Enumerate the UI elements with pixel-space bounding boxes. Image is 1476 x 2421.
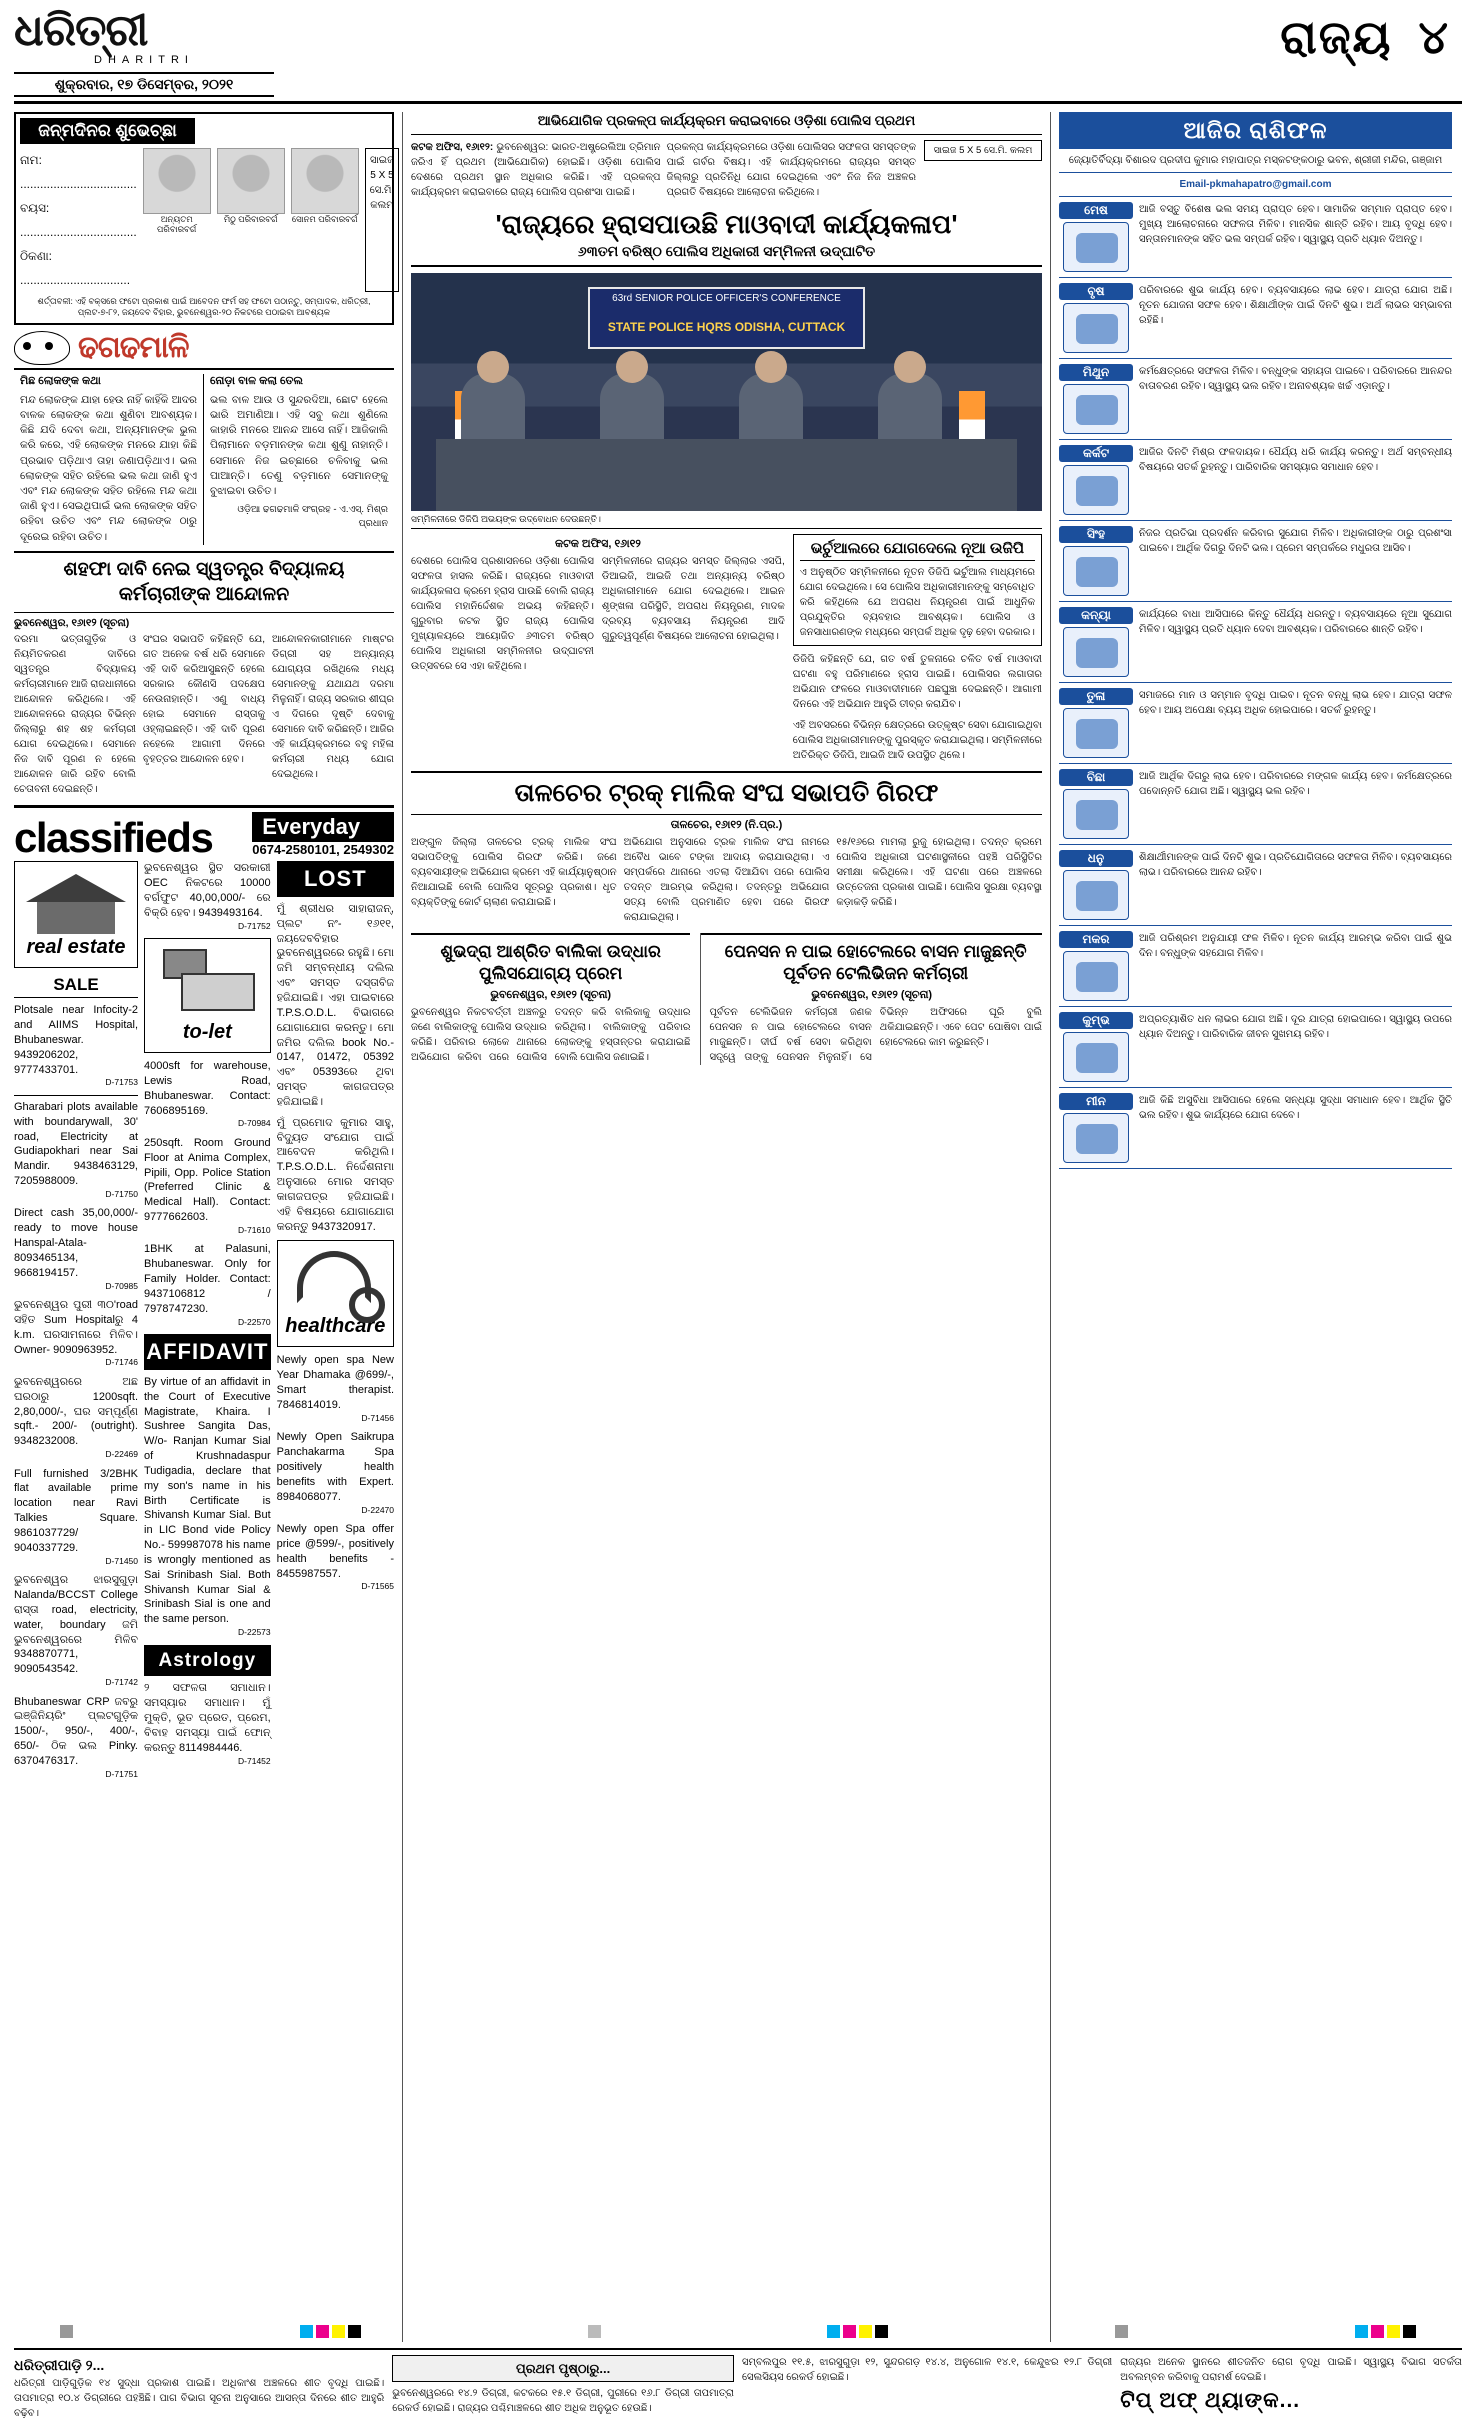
grey-swatch [588,2325,601,2338]
truck-story-body [411,835,1042,925]
gemini-icon [1063,384,1129,434]
bottom-col-1 [14,2355,384,2421]
dhagadhamali-left-title: ମିଛ ଲୋକଙ୍କ କଥା [20,374,101,387]
zodiac-text: ସମାଜରେ ମାନ ଓ ସମ୍ମାନ ବୃଦ୍ଧି ପାଇବ। ନୂତନ ବନ୍ଧୁ ଲାଭ ହେବ। ଯାତ୍ରା ସଫଳ ହେବ। ଆୟ ଅପେକ୍ଷା ବ୍ୟୟ ଅଧିକ ହୋଇପାରେ। ସତର୍କ ରୁହନ୍ତୁ। [1139,689,1452,716]
birthday-field-name: ନାମ: ................................... [20,152,137,191]
lost-heading: LOST [277,861,394,897]
cmyk-swatch-group [300,2325,361,2338]
truck-story-col-3: ୧୫/୧୬ରେ ମାମଲା ରୁଜୁ ହୋଇଥିଲା। ତଦନ୍ତ କ୍ରମେ ପୋଲିସ ଅଧିକାରୀ ଘଟଣାସ୍ଥଳୀରେ ପହଞ୍ଚି ପରିସ୍ଥିତିର ସମୀକ୍ଷା କରିଥିଲେ। ଏହି ଘଟଣା ପରେ ଅଞ୍ଚଳରେ ଉତ୍ତେଜନା ପ୍ରକାଶ ପାଇଛି। ପୋଲିସ ସୁରକ୍ଷା ବ୍ୟବସ୍ଥା କଡ଼ାକଡ଼ି କରିଛି। [836,836,1043,908]
to-let-category-box [144,938,271,1053]
page-number: ୪ [1418,11,1450,63]
sagittarius-icon [1063,870,1129,920]
classified-ad[interactable] [14,1375,138,1461]
zodiac-text: ଆଜି ପରିଶ୍ରମ ଅନୁଯାୟୀ ଫଳ ମିଳିବ। ନୂତନ କାର୍ଯ୍ୟ ଆରମ୍ଭ କରିବା ପାଇଁ ଶୁଭ ଦିନ। ବନ୍ଧୁଙ୍କ ସହଯୋଗ ମିଳିବ। [1139,932,1452,959]
photo-caption: ସୋନମ ପରିବାରବର୍ଗ [291,213,358,224]
bottom-right-text: ପୂର୍ବତନ ଟେଲିଭିଜନ କର୍ମଚାରୀ ଜଣକ ପେନସନ ନ ପାଇ ହୋଟେଲରେ ବାସନ ମାଜୁଛନ୍ତି। ଦୀର୍ଘ ବର୍ଷ ସେବା କରିଥିବା ସତ୍ତ୍ୱେ ତାଙ୍କୁ ପେନସନ ମିଳୁନାହିଁ। ସେ ବିଭିନ୍ନ ଅଫିସରେ ଘୂରି ବୁଲି ଥକିଯାଇଛନ୍ତି। ଏବେ ପେଟ ପୋଷିବା ପାଇଁ ହୋଟେଲରେ କାମ କରୁଛନ୍ତି। [709,1006,1042,1063]
dhagadhamali-header [14,331,394,370]
main-story-dateline: କଟକ ଅଫିସ, ୧୬ା୧୨ [554,537,641,550]
cancer-icon [1063,465,1129,515]
dharitri-continuation-label: ଧରିତ୍ରୀପାଡ଼ି ୨... [14,2356,105,2373]
police-kicker-col-2: ପ୍ରକଳ୍ପ କାର୍ଯ୍ୟକ୍ରମରେ ଓଡ଼ିଶା ପୋଲିସର ସଫଳତା ସମସ୍ତଙ୍କ ପାଇଁ ଗର୍ବର ବିଷୟ। ଏହି କାର୍ଯ୍ୟକ୍ରମରେ ରାଜ୍ୟର ସମସ୍ତ ଜିଲ୍ଲାରୁ ପ୍ରତିନିଧି ଯୋଗ ଦେଇଥିଲେ ଏବଂ ନିଜ ନିଜ ଅଞ୍ଚଳର ପ୍ରଗତି ବିଷୟରେ ଆଲୋଚନା କରିଥିଲେ। [666,142,916,199]
birthday-field-address: ଠିକଣା: ................................. [20,248,131,287]
page-body [14,112,1462,2342]
zodiac-name: ବିଛା [1059,769,1133,786]
zodiac-name: କର୍କଟ [1059,445,1133,462]
rashifala-row [1059,602,1452,683]
zodiac-text: କାର୍ଯ୍ୟରେ ବାଧା ଆସିପାରେ କିନ୍ତୁ ଧୈର୍ଯ୍ୟ ଧରନ୍ତୁ। ବ୍ୟବସାୟରେ ନୂଆ ସୁଯୋଗ ମିଳିବ। ସ୍ୱାସ୍ଥ୍ୟ ପ୍ରତି ଧ୍ୟାନ ଦେବା ଆବଶ୍ୟକ। ପରିବାରରେ ଶାନ୍ତି ରହିବ। [1139,608,1452,635]
main-story-subhead: ୬୩ତମ ବରିଷ୍ଠ ପୋଲିସ ଅଧିକାରୀ ସମ୍ମିଳନୀ ଉଦ୍‌ଘାଟିତ [411,243,1042,267]
ad-text: ଭୁବନେଶ୍ୱରରେ ଅଛ ଘରଠାରୁ 1200sqft. 2,80,000/-, ଘର ସମ୍ପୂର୍ଣ୍ଣ sqft.- 200/- (outright). 9348232008. [14,1375,138,1448]
classifieds-column-3 [277,861,394,1786]
classified-ad[interactable] [14,1467,138,1568]
ad-text: Newly open Spa offer price @599/-, positively health benefits - 8455987557. [276,1523,394,1580]
real-estate-category-box [14,861,138,968]
ad-text: ୨ ସଫଳତା ସମାଧାନ। ସମସ୍ୟାର ସମାଧାନ। ମୁଁ ମୁକ୍ତି, ଭୂତ ପ୍ରେତ, ପ୍ରେମ, ବିବାହ ସମସ୍ୟା ପାଇଁ ଫୋନ୍ କରନ୍ତୁ 8114984446. [144,1682,271,1754]
to-let-label: to-let [182,1021,232,1044]
rashifala-row [1059,926,1452,1007]
ad-text: ଭୁବନେଶ୍ୱର ସ୍ଥିତ ସରକାରୀ OEC ନିକଟରେ 10000 ବର୍ଗଫୁଟ 40,00,000/- ରେ ବିକ୍ରି ହେବ। 9439493164. [144,862,271,919]
bottom-text-3: ସମ୍ବଲପୁର ୧୧.୫, ଝାରସୁଗୁଡ଼ା ୧୨, ସୁନ୍ଦରଗଡ଼ ୧୪.୪, ଅନୁଗୋଳ ୧୪.୧, କେନ୍ଦୁଝର ୧୨.୮ ଡିଗ୍ରୀ ସେଲସିୟସ ରେକର୍ଡ ହୋଇଛି। [742,2356,1113,2383]
zodiac-text: ଆଜି ବସ୍ତୁ ବିଶେଷ ଭଲ ସମୟ ପ୍ରାପ୍ତ ହେବ। ସାମାଜିକ ସମ୍ମାନ ପ୍ରାପ୍ତ ହେବ। ମୁଖ୍ୟ ଆଲୋଚନାରେ ସଫଳତା ମିଳିବ। ମାନସିକ ଶାନ୍ତି ରହିବ। ଆୟ ବୃଦ୍ଧି ହେବ। ସନ୍ତାନମାନଙ୍କ ସହିତ ଭଲ ସମ୍ପର୍କ ରହିବ। ସ୍ୱାସ୍ଥ୍ୟ ପ୍ରତି ଧ୍ୟାନ ଦିଅନ୍ତୁ। [1139,203,1452,245]
rashifala-row [1059,764,1452,845]
birthday-box-title: ଜନ୍ମଦିନର ଶୁଭେଚ୍ଛା [20,118,195,144]
section-header [1280,10,1462,66]
print-registration-marks [0,2323,1476,2339]
stethoscope-icon [287,1247,383,1313]
rashifala-row [1059,440,1452,521]
dhagadhamali-title: ଢଗଢମାଳି [78,330,189,364]
yellow-swatch [1387,2325,1400,2338]
black-swatch [348,2325,361,2338]
bottom-left-headline: ଶୁଭଦ୍ରା ଆଶ୍ରିତ ବାଲିକା ଉଦ୍ଧାର ପୁଲିସଯୋଗ୍ୟ ପ୍ରେମ [411,933,690,985]
affidavit-heading: AFFIDAVIT [144,1334,271,1370]
ad-text: ଭୁବନେଶ୍ୱର ଝାରସୁଗୁଡ଼ା Nalanda/BCCST College ରାସ୍ତା road, electricity, water, boundary ଜମି ଭୁବନେଶ୍ୱରରେ ମିଳିବ 9348870771, 9090543542. [14,1574,138,1676]
ad-text: Full furnished 3/2BHK flat available prime location near Ravi Talkies Square. 9861037729/ 9040337729. [14,1467,138,1554]
dhagadhamali-body [14,374,394,545]
cyan-swatch [300,2325,313,2338]
ad-ref: D-70985 [105,1280,138,1291]
rashifala-row [1059,683,1452,764]
classified-ad[interactable] [14,1206,138,1292]
bottom-right-dateline: ଭୁବନେଶ୍ୱର, ୧୬ା୧୨ (ସୂଚନା) [811,988,933,1001]
main-story-headline: 'ରାଜ୍ୟରେ ହ୍ରାସପାଉଛି ମାଓବାଦୀ କାର୍ଯ୍ୟକଳାପ' [495,209,958,240]
ad-text: ମୁଁ ପ୍ରମୋଦ କୁମାର ସାହୁ, ବିଦ୍ୟୁତ ସଂଯୋଗ ପାଇଁ ଆବେଦନ କରିଥିଲି। T.P.S.O.D.L. ନିର୍ଦ୍ଦେଶନାମା ଅନୁସାରେ ମୋର ସମସ୍ତ କାଗଜପତ୍ର ହଜିଯାଇଛି। ଏହି ବିଷୟରେ ଯୋଗାଯୋଗ କରନ୍ତୁ 9437320917. [276,1116,394,1233]
masthead-logo-block [14,6,274,97]
strike-story-col-1: ଦରମା ଭତ୍ତାଗୁଡ଼ିକ ଓ ନିୟମିତକରଣ ଦାବିରେ ସ୍ୱତନ୍ତ୍ର ବିଦ୍ୟାଳୟ କର୍ମଚାରୀମାନେ ଆଜି ରାଜଧାନୀରେ ଆନ୍ଦୋଳନ କରିଥିଲେ। ଏହି ଆନ୍ଦୋଳନରେ ରାଜ୍ୟର ବିଭିନ୍ନ ଜିଲ୍ଲାରୁ ଶହ ଶହ କର୍ମଚାରୀ ଯୋଗ ଦେଇଥିଲେ। ସେମାନେ ନିଜ ଦାବି ପୂରଣ ନ ହେଲେ ଆନ୍ଦୋଳନ ଜାରି ରହିବ ବୋଲି ଚେତାବନୀ ଦେଇଛନ୍ତି। [14,634,136,796]
dgp-box-text: ଏ ଅନୁଷ୍ଠିତ ସମ୍ମିଳନୀରେ ନୂତନ ଡିଜିପି ଭର୍ଚୁଆଲ ମାଧ୍ୟମରେ ଯୋଗ ଦେଇଥିଲେ। ସେ ପୋଲିସ ଅଧିକାରୀମାନଙ୍କୁ ସମ୍ବୋଧିତ କରି କହିଥିଲେ ଯେ ଅପରାଧ ନିୟନ୍ତ୍ରଣ ପାଇଁ ଆଧୁନିକ ପ୍ରଯୁକ୍ତିର ବ୍ୟବହାର ଆବଶ୍ୟକ। ପୋଲିସ ଓ ଜନସାଧାରଣଙ୍କ ମଧ୍ୟରେ ସମ୍ପର୍କ ଅଧିକ ଦୃଢ଼ ହେବା ଦରକାର। [799,566,1035,638]
bottom-left-dateline: ଭୁବନେଶ୍ୱର, ୧୬ା୧୨ (ସୂଚନା) [490,988,612,1001]
classifieds-everyday-badge: Everyday [252,812,394,842]
zodiac-text: ପରିବାରରେ ଶୁଭ କାର୍ଯ୍ୟ ହେବ। ବ୍ୟବସାୟରେ ଲାଭ ହେବ। ଯାତ୍ରା ଯୋଗ ଅଛି। ନୂତନ ଯୋଜନା ସଫଳ ହେବ। ଶିକ୍ଷାର୍ଥୀଙ୍କ ପାଇଁ ଦିନଟି ଶୁଭ। ଅର୍ଥ ଲାଭର ସମ୍ଭାବନା ରହିଛି। [1139,284,1452,326]
birthday-field-age: ବୟସ: ................................... [20,200,137,239]
zodiac-text: ଶିକ୍ଷାର୍ଥୀମାନଙ୍କ ପାଇଁ ଦିନଟି ଶୁଭ। ପ୍ରତିଯୋଗିତାରେ ସଫଳତା ମିଳିବ। ବ୍ୟବସାୟରେ ଲାଭ। ପରିବାରରେ ଆନନ୍ଦ ରହିବ। [1139,851,1452,878]
right-column [1050,112,1452,2342]
rashifala-row [1059,359,1452,440]
main-story-body [411,554,785,674]
ad-ref: D-22469 [105,1449,138,1460]
zodiac-name: ସିଂହ [1059,526,1133,543]
ad-ref: D-71746 [105,1357,138,1368]
rashifala-title: ଆଜିର ରାଶିଫଳ [1059,112,1452,149]
astrology-heading: Astrology [144,1645,271,1677]
ad-ref: D-22573 [238,1627,271,1638]
zodiac-text: ଆଜି କିଛି ଅସୁବିଧା ଆସିପାରେ ହେଲେ ସନ୍ଧ୍ୟା ସୁଦ୍ଧା ସମାଧାନ ହେବ। ଆର୍ଥିକ ସ୍ଥିତି ଭଲ ରହିବ। ଶୁଭ କାର୍ଯ୍ୟରେ ଯୋଗ ଦେବେ। [1139,1094,1452,1121]
strike-story-col-2: ସଂଘର ସଭାପତି କହିଛନ୍ତି ଯେ, ଗତ ଅନେକ ବର୍ଷ ଧରି ସେମାନେ ଏହି ଦାବି କରିଆସୁଛନ୍ତି ହେଲେ ସରକାର କୌଣସି ପଦକ୍ଷେପ ନେଉନାହାନ୍ତି। ଏଣୁ ବାଧ୍ୟ ହୋଇ ସେମାନେ ରାସ୍ତାକୁ ଓହ୍ଲାଇଛନ୍ତି। ଏହି ଦାବି ପୂରଣ ନହେଲେ ଆଗାମୀ ଦିନରେ ବୃହତ୍ତର ଆନ୍ଦୋଳନ ହେବ। [143,634,265,766]
portrait-photo [143,148,211,214]
strike-story-dateline: ଭୁବନେଶ୍ୱର, ୧୬ା୧୨ (ସୂଚନା) [14,617,130,630]
ad-ref: D-70984 [238,1118,271,1129]
ad-text: Newly Open Saikrupa Panchakarma Spa positively health benefits with Expert. 8984068077. [276,1431,394,1503]
dgp-box-title: ଭର୍ଚୁଆଲରେ ଯୋଗଦେଲେ ନୂଆ ଉଜିପି [800,540,1035,561]
ad-text: 1BHK at Palasuni, Bhubaneswar. Only for Family Holder. Contact: 9437106812 / 7978747230. [144,1243,271,1315]
ad-text: Bhubaneswar CRP ଜବରୁ ଇଞ୍ଜିନିୟରିଂ ପ୍ଲଟଗୁଡ଼ିକ 1500/-, 950/-, 400/-, 650/- ଠିକ ଭଲ Pinky. 6370476317. [14,1695,138,1767]
ad-text: Direct cash 35,00,000/- ready to move house Hanspal-Atala- 8093465134, 9668194157. [14,1207,138,1279]
rashifala-row [1059,845,1452,926]
rashifala-row [1059,278,1452,359]
prathama-prusthathu-label: ପ୍ରଥମ ପୃଷ୍ଠାରୁ... [392,2355,734,2383]
truck-story-col-1: ଅଙ୍ଗୁଳ ଜିଲ୍ଲା ତାଳଚେର ଟ୍ରକ୍ ମାଲିକ ସଂଘ ସଭାପତିଙ୍କୁ ପୋଲିସ ଗିରଫ କରିଛି। ଜଣେ ବ୍ୟବସାୟୀଙ୍କ ଅଭିଯୋଗ କ୍ରମେ ଏହି କାର୍ଯ୍ୟାନୁଷ୍ଠାନ ନିଆଯାଇଛି ବୋଲି ପୋଲିସ ସୂତ୍ରରୁ ପ୍ରକାଶ। ଧୃତ ବ୍ୟକ୍ତିଙ୍କୁ କୋର୍ଟ ଚାଲାଣ କରାଯାଇଛି। [411,836,617,908]
ad-ref: D-71753 [105,1077,138,1088]
zodiac-name: ଧନୁ [1059,850,1133,867]
police-kicker-text-1: ଭୁବନେଶ୍ୱର: ଭାରତ-ଅଷ୍ଟ୍ରେଲିଆ ତ୍ରିମାନ ଜରିଏ ହିଁ ପ୍ରଥମ (ଆଭିଯୋଗିକ) ହୋଇଛି। ଓଡ଼ିଶା ପୋଲିସ ଦେଶରେ ପ୍ରଥମ ସ୍ଥାନ ଅଧିକାର କରିଛି। ଏହି ପ୍ରକଳ୍ପ କାର୍ଯ୍ୟକ୍ରମ କରାଇବାରେ ରାଜ୍ୟ ପୋଲିସ ପ୍ରଶଂସା ପାଇଛି। [411,142,661,199]
house-icon [21,868,131,934]
masthead [14,6,1462,104]
black-swatch [1403,2325,1416,2338]
zodiac-name: ମୀନ [1059,1093,1133,1110]
birthday-photo-1 [143,148,211,292]
strike-story-headline: ଶହଫା ଦାବି ନେଇ ସ୍ୱତନ୍ତ୍ର ବିଦ୍ୟାଳୟ କର୍ମଚାରୀଙ୍କ ଆନ୍ଦୋଳନ [14,551,394,613]
bottom-col-4 [1120,2355,1462,2421]
ad-ref: D-71742 [105,1677,138,1688]
cyan-swatch [827,2325,840,2338]
black-swatch [875,2325,888,2338]
conference-banner [588,287,866,349]
ad-ref: D-22570 [238,1316,271,1327]
publication-logo: ଧରିତ୍ରୀ [14,6,148,55]
magenta-swatch [1371,2325,1384,2338]
classifieds-title: classifieds [14,814,213,862]
birthday-photo-3 [291,148,359,292]
ad-ref: D-71452 [238,1755,271,1766]
libra-icon [1063,708,1129,758]
ad-ref: D-71750 [105,1188,138,1199]
zodiac-name: ମିଥୁନ [1059,364,1133,381]
left-column [14,112,394,2342]
healthcare-category-box [277,1240,394,1347]
dhagadhamali-right-col [204,374,394,545]
main-story-col-2: ସମ୍ମିଳନୀରେ ରାଜ୍ୟର ସମସ୍ତ ଜିଲ୍ଲାର ଏସପି, ଡିଆଇଜି, ଆଇଜି ତଥା ଅନ୍ୟାନ୍ୟ ବରିଷ୍ଠ ଅଧିକାରୀମାନେ ଯୋଗ ଦେଇଥିଲେ। ଆଇନ ଶୃଙ୍ଖଳା ପରିସ୍ଥିତି, ଅପରାଧ ନିୟନ୍ତ୍ରଣ, ମାଦକ ଦ୍ରବ୍ୟ ବ୍ୟବସାୟ ନିୟନ୍ତ୍ରଣ ଆଦି ଗୁରୁତ୍ୱପୂର୍ଣ୍ଣ ବିଷୟରେ ଆଲୋଚନା ହୋଇଥିଲା। [601,555,785,642]
zodiac-name: ବୃଷ [1059,283,1133,300]
aquarius-icon [1063,1032,1129,1082]
classified-ad[interactable] [277,1353,394,1424]
to-let-icon [151,945,271,1019]
cmyk-swatch-group [827,2325,888,2338]
birthday-terms-note: ଶର୍ତ୍ତାବଳୀ: ଏହି ବକ୍ସରେ ଫଟୋ ପ୍ରକାଶ ପାଇଁ ଆବେଦନ ଫର୍ମ ସହ ଫଟୋ ପଠାନ୍ତୁ, ସମ୍ପାଦକ, ଧରିତ୍ରୀ, ପ୍ଲଟ-୭-୮୨, ଜୟଦେବ ବିହାର, ଭୁବନେଶ୍ୱର-୨୦ ନିକଟରେ ପଠାଇବା ଆବଶ୍ୟକ [37,295,371,318]
bottom-strip [14,2348,1462,2421]
banner-main-text: STATE POLICE HQRS ODISHA, CUTTACK [607,319,846,334]
scorpio-icon [1063,789,1129,839]
birthday-greeting-box [14,112,394,325]
bottom-col-2 [392,2355,734,2421]
conference-photo-caption: ସମ୍ମିଳନୀରେ ଡିଜିପି ଅଭୟଙ୍କ ଉଦ୍‌ବୋଧନ ଦେଉଛନ୍ତି। [411,511,1042,529]
classified-ad[interactable] [144,1681,271,1767]
zodiac-name: କୁମ୍ଭ [1059,1012,1133,1029]
classifieds-column-2 [144,861,271,1786]
portrait-photo [217,148,285,214]
yellow-swatch [332,2325,345,2338]
classifieds-column-1 [14,861,138,1786]
leo-icon [1063,546,1129,596]
cyan-swatch [1355,2325,1368,2338]
sale-heading: SALE [14,974,138,998]
cmyk-swatch-group [1355,2325,1416,2338]
police-kicker-body [411,140,916,200]
rashifala-email: Email-pkmahapatro@gmail.com [1059,173,1452,197]
classifieds-phone: 0674-2580101, 2549302 [252,842,394,858]
ad-ref: D-71610 [238,1224,271,1235]
rashifala-row [1059,1088,1452,1169]
truck-story-headline: ତାଳଚେର ଟ୍ରକ୍ ମାଲିକ ସଂଘ ସଭାପତି ଗିରଫ [411,771,1042,815]
zodiac-text: କର୍ମକ୍ଷେତ୍ରରେ ସଫଳତା ମିଳିବ। ବନ୍ଧୁଙ୍କ ସହାୟତା ପାଇବେ। ପରିବାରରେ ଆନନ୍ଦର ବାତାବରଣ ରହିବ। ସ୍ୱାସ୍ଥ୍ୟ ଭଲ ରହିବ। ଅନାବଶ୍ୟକ ଖର୍ଚ୍ଚ ଏଡ଼ାନ୍ତୁ। [1139,365,1452,392]
center-column [402,112,1042,2342]
real-estate-label: real estate [26,936,126,959]
zodiac-name: ମକର [1059,931,1133,948]
ad-text: 4000sft for warehouse, Lewis Road, Bhubaneswar. Contact: 7606895169. [144,1060,271,1117]
classified-ad[interactable] [14,1573,138,1688]
dhagadhamali-right-text: ଭଲ ବାଳ ଆଉ ଓ ସୁନ୍ଦରଦିଆ, ଛୋଟ ହେଲେ ଭାରି ଅମାଣିଆ। ଏହି ସବୁ କଥା ଶୁଣିଲେ କାହାରି ମନରେ ଆନନ୍ଦ ଆସେ ନାହିଁ। ଆଜିକାଲି ପିଲାମାନେ ବଡ଼ମାନଙ୍କ କଥା ଶୁଣୁ ନାହାନ୍ତି। ସେମାନେ ନିଜ ଇଚ୍ଛାରେ ଚଳିବାକୁ ଭଲ ପାଆନ୍ତି। ତେଣୁ ବଡ଼ମାନେ ସେମାନଙ୍କୁ ବୁଝାଇବା ଉଚିତ। [210,393,388,497]
classified-ad[interactable] [277,1116,394,1235]
classified-ad[interactable] [277,1430,394,1516]
healthcare-label: healthcare [285,1315,386,1338]
bottom-right-headline: ପେନସନ ନ ପାଇ ହୋଟେଲରେ ବାସନ ମାଜୁଛନ୍ତି ପୂର୍ବତନ ଟେଲିଭିଜନ କର୍ମଚାରୀ [701,933,1042,985]
taurus-icon [1063,303,1129,353]
zodiac-text: ଆଜିର ଦିନଟି ମିଶ୍ର ଫଳଦାୟକ। ଧୈର୍ଯ୍ୟ ଧରି କାର୍ଯ୍ୟ କରନ୍ତୁ। ଅର୍ଥ ସମ୍ବନ୍ଧୀୟ ବିଷୟରେ ସତର୍କ ରୁହନ୍ତୁ। ପାରିବାରିକ ସମସ୍ୟାର ସମାଧାନ ହେବ। [1139,446,1452,473]
classified-ad[interactable] [144,1059,271,1130]
dgp-box [793,534,1042,646]
aries-icon [1063,222,1129,272]
magenta-swatch [316,2325,329,2338]
zodiac-text: ଅପ୍ରତ୍ୟାଶିତ ଧନ ଲାଭର ଯୋଗ ଅଛି। ଦୂର ଯାତ୍ରା ହୋଇପାରେ। ସ୍ୱାସ୍ଥ୍ୟ ଉପରେ ଧ୍ୟାନ ଦିଅନ୍ତୁ। ପାରିବାରିକ ଜୀବନ ସୁଖମୟ ରହିବ। [1139,1013,1452,1040]
pisces-icon [1063,1113,1129,1163]
police-kicker-col-1 [411,140,661,200]
dhagadhamali-credit: ଓଡ଼ିଆ ଢଗଢମାଳି ସଂଗ୍ରହ - ଏ.ଏସ୍. ମିଶ୍ର ପ୍ରଧାନ [237,504,388,529]
publication-logo-latin: DHARITRI [94,53,194,66]
ad-text: By virtue of an affidavit in the Court of Executive Magistrate, Khaira. I Sushree Sangita Das, W/o- Ranjan Kumar Sial of Krushnadaspur Tudigadia, declare that my son's name in his Birth Certificate is Shivansh Kumar Sial. But in LIC Bond vide Policy No.- 599987078 his name is wrongly mentioned as Sai Srinibash Sial. Both Shivansh Kumar Sial & Srinibash Sial is one and the same person. [144,1375,271,1626]
birthday-photos [143,148,359,292]
birthday-photo-2 [217,148,285,292]
classified-ad[interactable] [277,902,394,1110]
capricorn-icon [1063,951,1129,1001]
dhagadhamali-left-col [14,374,204,545]
issue-date: ଶୁକ୍ରବାର, ୧୭ ଡିସେମ୍ବର, ୨୦୨୧ [14,72,274,97]
classified-ad[interactable] [14,1003,138,1089]
strike-story-col-3: ଆନ୍ଦୋଳନକାରୀମାନେ ମାଷ୍ଟର ଡିଗ୍ରୀ ସହ ଅନ୍ୟାନ୍ୟ ଯୋଗ୍ୟତା ରଖିଥିଲେ ମଧ୍ୟ ସେମାନଙ୍କୁ ଯଥାଯଥ ଦରମା ମିଳୁନାହିଁ। ରାଜ୍ୟ ସରକାର ଶୀଘ୍ର ଏ ଦିଗରେ ଦୃଷ୍ଟି ଦେବାକୁ ସେମାନେ ଦାବି କରିଛନ୍ତି। ଆଜିର ଏହି କାର୍ଯ୍ୟକ୍ରମରେ ବହୁ ମହିଳା କର୍ମଚାରୀ ମଧ୍ୟ ଯୋଗ ଦେଇଥିଲେ। [272,634,394,781]
zodiac-text: ଆଜି ଆର୍ଥିକ ଦିଗରୁ ଲାଭ ହେବ। ପରିବାରରେ ମଙ୍ଗଳ କାର୍ଯ୍ୟ ହେବ। କର୍ମକ୍ଷେତ୍ରରେ ପଦୋନ୍ନତି ଯୋଗ ଅଛି। ସ୍ୱାସ୍ଥ୍ୟ ଭଲ ରହିବ। [1139,770,1452,797]
birthday-form-fields [20,148,137,292]
dhagadhamali-left-text: ମନ୍ଦ ଲୋକଙ୍କ ଯାହା ହେଉ ନାହିଁ କାହିଁକି ଆଦର ବାଳକ ଲୋକଙ୍କ କଥା ଶୁଣିବା ଆବଶ୍ୟକ। କିଛି ଯଦି ଦେବା କଥା, ଅନ୍ୟମାନଙ୍କ ଭୁଲ କରି କରେ, ଏହି ଲୋକଙ୍କ ମନରେ ଯାହା କିଛି ପ୍ରଭାବ ପଡ଼ିଥାଏ ତାହା ଜଣାପଡ଼ିଥାଏ। ଭଲ ଲୋକଙ୍କ ସହିତ ରହିଲେ ଭଲ କଥା ଜାଣି ହୁଏ ଏବଂ ମନ୍ଦ ଲୋକଙ୍କ ସହିତ ରହିଲେ ମନ୍ଦ କଥା ଜାଣି ହୁଏ। ସେଇଥିପାଇଁ ଭଲ ଲୋକଙ୍କ ସହିତ ରହିବା ଉଚିତ ଏବଂ ମନ୍ଦ ଲୋକଙ୍କ ଠାରୁ ଦୂରେଇ ରହିବା ଉଚିତ। [20,393,197,543]
cartoon-face-icon [14,331,70,365]
photo-caption: ମିଠୁ ପରିବାରବର୍ଗ [223,213,278,224]
magenta-swatch [843,2325,856,2338]
classified-ad[interactable] [14,1695,138,1781]
rashifala-row [1059,197,1452,278]
classified-ad[interactable] [14,1298,138,1369]
classified-ad[interactable] [144,1136,271,1237]
ad-text: ଭୁବନେଶ୍ୱର ପୁରୀ ୩୦'road ସହିତ Sum Hospitalରୁ 4 k.m. ଘରସାମନାରେ ମିଳିବ। Owner- 9090963952. [14,1299,138,1356]
zodiac-text: ନିଜର ପ୍ରତିଭା ପ୍ରଦର୍ଶନ କରିବାର ସୁଯୋଗ ମିଳିବ। ଅଧିକାରୀଙ୍କ ଠାରୁ ପ୍ରଶଂସା ପାଇବେ। ଆର୍ଥିକ ଦିଗରୁ ଦିନଟି ଭଲ। ପ୍ରେମ ସମ୍ପର୍କରେ ମଧୁରତା ଆସିବ। [1139,527,1452,554]
grey-swatch [60,2325,73,2338]
section-name: ରାଜ୍ୟ [1280,11,1393,63]
zodiac-name: କନ୍ୟା [1059,607,1133,624]
classifieds-header [14,805,394,862]
bottom-text-4: ରାଜ୍ୟର ଅନେକ ସ୍ଥାନରେ ଶୀତଜନିତ ରୋଗ ବୃଦ୍ଧି ପାଇଛି। ସ୍ୱାସ୍ଥ୍ୟ ବିଭାଗ ସତର୍କତା ଅବଲମ୍ବନ କରିବାକୁ ପରାମର୍ଶ ଦେଇଛି। [1120,2356,1462,2383]
ad-ref: D-71752 [238,920,271,931]
ad-ref: D-22470 [361,1504,394,1515]
ad-size-note: ସାଇଜ 5 X 5 ସେ.ମି. କଲମ [365,148,400,292]
ad-ref: D-71751 [105,1768,138,1779]
ad-text: Newly open spa New Year Dhamaka @699/-, Smart therapist. 7846814019. [276,1354,394,1412]
yellow-swatch [859,2325,872,2338]
bottom-col-3 [742,2355,1112,2421]
zodiac-name: ତୁଳା [1059,688,1133,705]
strike-story-body [14,632,394,797]
main-story-col-3: ଡିଜିପି କହିଛନ୍ତି ଯେ, ଗତ ବର୍ଷ ତୁଳନାରେ ଚଳିତ ବର୍ଷ ମାଓବାଦୀ ଘଟଣା ବହୁ ପରିମାଣରେ ହ୍ରାସ ପାଇଛି। ପୋଲିସର ଲଗାତାର ଅଭିଯାନ ଫଳରେ ମାଓବାଦୀମାନେ ପଛଘୁଞ୍ଚା ଦେଇଛନ୍ତି। ଆଗାମୀ ଦିନରେ ଏହି ଅଭିଯାନ ଆହୁରି ତୀବ୍ର କରାଯିବ। [792,653,1042,710]
classified-ad[interactable] [277,1522,394,1593]
tip-off-label: ଟିପ୍ ଅଫ୍ ଥ୍ୟାଙ୍କ... [1120,2388,1301,2412]
bottom-left-story [411,933,690,1065]
truck-story-col-2: ଅଭିଯୋଗ ଅନୁସାରେ ଟ୍ରକ ମାଲିକ ସଂଘ ନାମରେ ଅବୈଧ ଭାବେ ଟଙ୍କା ଆଦାୟ କରାଯାଉଥିଲା। ଏ ସମ୍ପର୍କରେ ଥାନାରେ ଏତଲା ଦିଆଯିବା ପରେ ପୋଲିସ ତଦନ୍ତ ଆରମ୍ଭ କରିଥିଲା। ତଦନ୍ତରୁ ଅଭିଯୋଗ ସତ୍ୟ ବୋଲି ପ୍ରମାଣିତ ହେବା ପରେ ଗିରଫ କରାଯାଇଥିଲା। [623,836,830,923]
police-kicker-headline: ଆଭିଯୋଗିକ ପ୍ରକଳ୍ପ କାର୍ଯ୍ୟକ୍ରମ କରାଇବାରେ ଓଡ଼ିଶା ପୋଲିସ ପ୍ରଥମ [411,112,1042,135]
classified-ad[interactable] [144,1242,271,1328]
ad-text: ମୁଁ ଶ୍ରୀଧର ସାହାରାଜନ୍, ପ୍ଲଟ ନଂ- ୧୬୧୧, ଜୟଦେବବିହାର ଭୁବନେଶ୍ୱରରେ ରହୁଛି। ମୋ ଜମି ସମ୍ବନ୍ଧୀୟ ଦଲିଲ ଏବଂ ସମସ୍ତ ଦସ୍ତାବିଜ ହଜିଯାଇଛି। ଏହା ପାଇବାରେ T.P.S.O.D.L. ବିଭାଗରେ ଯୋଗାଯୋଗ କରନ୍ତୁ। ମୋ ଜମିର ଦଲିଲ book No.- 0147, 01472, 05392 ଏବଂ 05393ରେ ଥିବା ସମସ୍ତ କାଗଜପତ୍ର ହଜିଯାଇଛି। [276,902,394,1108]
classified-ad[interactable] [14,1095,138,1201]
grey-swatch [1115,2325,1128,2338]
main-story-col-1: ଦେଶରେ ପୋଲିସ ପ୍ରଶାସନରେ ଓଡ଼ିଶା ପୋଲିସ ସଫଳତା ହାସଲ କରିଛି। ରାଜ୍ୟରେ ମାଓବାଦୀ କାର୍ଯ୍ୟକଳାପ କ୍ରମେ ହ୍ରାସ ପାଉଛି ବୋଲି ରାଜ୍ୟ ପୋଲିସ ମହାନିର୍ଦ୍ଦେଶକ ଅଭୟ କହିଛନ୍ତି। ଗୁରୁବାର କଟକ ସ୍ଥିତ ରାଜ୍ୟ ପୋଲିସ ମୁଖ୍ୟାଳୟରେ ଆୟୋଜିତ ୬୩ତମ ବରିଷ୍ଠ ପୋଲିସ ଅଧିକାରୀ ସମ୍ମିଳନୀର ଉଦ୍‌ଘାଟନୀ ଉତ୍ସବରେ ସେ ଏହା କହିଥିଲେ। [411,555,594,672]
banner-top-text: 63rd SENIOR POLICE OFFICER'S CONFERENCE [612,292,841,304]
ad-text: Plotsale near Infocity-2 and AIIMS Hospital, Bhubaneswar. 9439206202, 9777433701. [14,1004,138,1076]
ad-text: Gharabari plots available with boundarywall, 30' road, Electricity at Gudiapokhari near Sai Mandir. 9438463129, 7205988009. [14,1100,138,1188]
ad-ref: D-71450 [105,1555,138,1566]
rashifala-row [1059,1007,1452,1088]
bottom-left-text: ଭୁବନେଶ୍ୱର ନିକଟବର୍ତ୍ତୀ ଅଞ୍ଚଳରୁ ଜଣେ ବାଲିକାଙ୍କୁ ପୋଲିସ ଉଦ୍ଧାର କରିଛି। ପରିବାର ଲୋକେ ଥାନାରେ ଅଭିଯୋଗ କରିବା ପରେ ପୋଲିସ ତଦନ୍ତ କରି ବାଲିକାକୁ ଉଦ୍ଧାର କରିଥିଲା। ବାଲିକାଙ୍କୁ ପରିବାର ଲୋକଙ୍କୁ ହସ୍ତାନ୍ତର କରାଯାଇଛି ବୋଲି ପୋଲିସ ଜଣାଇଛି। [411,1006,691,1063]
conference-photo [411,273,1042,511]
zodiac-name: ମେଷ [1059,202,1133,219]
classified-ad[interactable] [144,1375,271,1639]
ad-text: 250sqft. Room Ground Floor at Anima Complex, Pipili, Opp. Police Station (Preferred Clinic & Medical Hall). Contact: 9777662603. [144,1136,271,1224]
ad-ref: D-71565 [361,1581,394,1592]
rashifala-row [1059,521,1452,602]
photo-caption: ଅନ୍ୟତମ ପରିବାରବର୍ଗ [157,213,197,234]
classifieds-grid [14,861,394,1786]
truck-story-dateline: ତାଳଚେର, ୧୬ା୧୨ (ନି.ପ୍ର.) [670,818,783,831]
rashifala-astrologer: ଜ୍ୟୋତିର୍ବିଦ୍ୟା ବିଶାରଦ ପ୍ରଦୀପ କୁମାର ମହାପାତ୍ର ମସ୍କଟଙ୍କଠାରୁ ଭବନ, ଶ୍ରୀଜୀ ମନ୍ଦିର, ଗଞ୍ଜାମ [1059,149,1452,173]
kicker-ad-size-box: ସାଇଜ 5 X 5 ସେ.ମି. କଲମ [924,140,1042,161]
bottom-text-1: ଧରିତ୍ରୀ ପାଡ଼ିଗୁଡ଼ିକ ୧୪ ସୁଦ୍ଧା ପ୍ରକାଶ ପାଇଛି। ଅଧିକାଂଶ ଅଞ୍ଚଳରେ ଶୀତ ବୃଦ୍ଧି ପାଇଛି। ତାପମାତ୍ରା ୧୦.୪ ଡିଗ୍ରୀରେ ପହଞ୍ଚିଛି। ପାଗ ବିଭାଗ ସୂଚନା ଅନୁସାରେ ଆସନ୍ତା ଦିନରେ ଶୀତ ଆହୁରି ବଢ଼ିବ। [14,2377,385,2419]
classified-ad[interactable] [144,861,271,932]
virgo-icon [1063,627,1129,677]
dhagadhamali-right-title: ନୋଡ଼ା ବାଳ କଲା ତେଲ [210,374,303,387]
portrait-photo [291,148,359,214]
main-story-col-4: ଏହି ଅବସରରେ ବିଭିନ୍ନ କ୍ଷେତ୍ରରେ ଉତ୍କୃଷ୍ଟ ସେବା ଯୋଗାଇଥିବା ପୋଲିସ ଅଧିକାରୀମାନଙ୍କୁ ପୁରସ୍କୃତ କରାଯାଇଥିଲା। ସମ୍ମିଳନୀରେ ଅତିରିକ୍ତ ଡିଜିପି, ଆଇଜି ଆଦି ଉପସ୍ଥିତ ଥିଲେ। [792,719,1042,761]
ad-ref: D-71456 [361,1412,394,1423]
bottom-text-2: ଭୁବନେଶ୍ୱରରେ ୧୪.୨ ଡିଗ୍ରୀ, କଟକରେ ୧୫.୧ ଡିଗ୍ରୀ, ପୁରୀରେ ୧୬.୮ ଡିଗ୍ରୀ ତାପମାତ୍ରା ରେକର୍ଡ ହୋଇଛି। ରାଜ୍ୟର ପଶ୍ଚିମାଞ୍ଚଳରେ ଶୀତ ଅଧିକ ଅନୁଭୂତ ହେଉଛି। [392,2388,734,2415]
bottom-right-story [700,933,1042,1065]
police-kicker-dateline: କଟକ ଅଫିସ, ୧୬ା୧୨: [411,142,494,154]
